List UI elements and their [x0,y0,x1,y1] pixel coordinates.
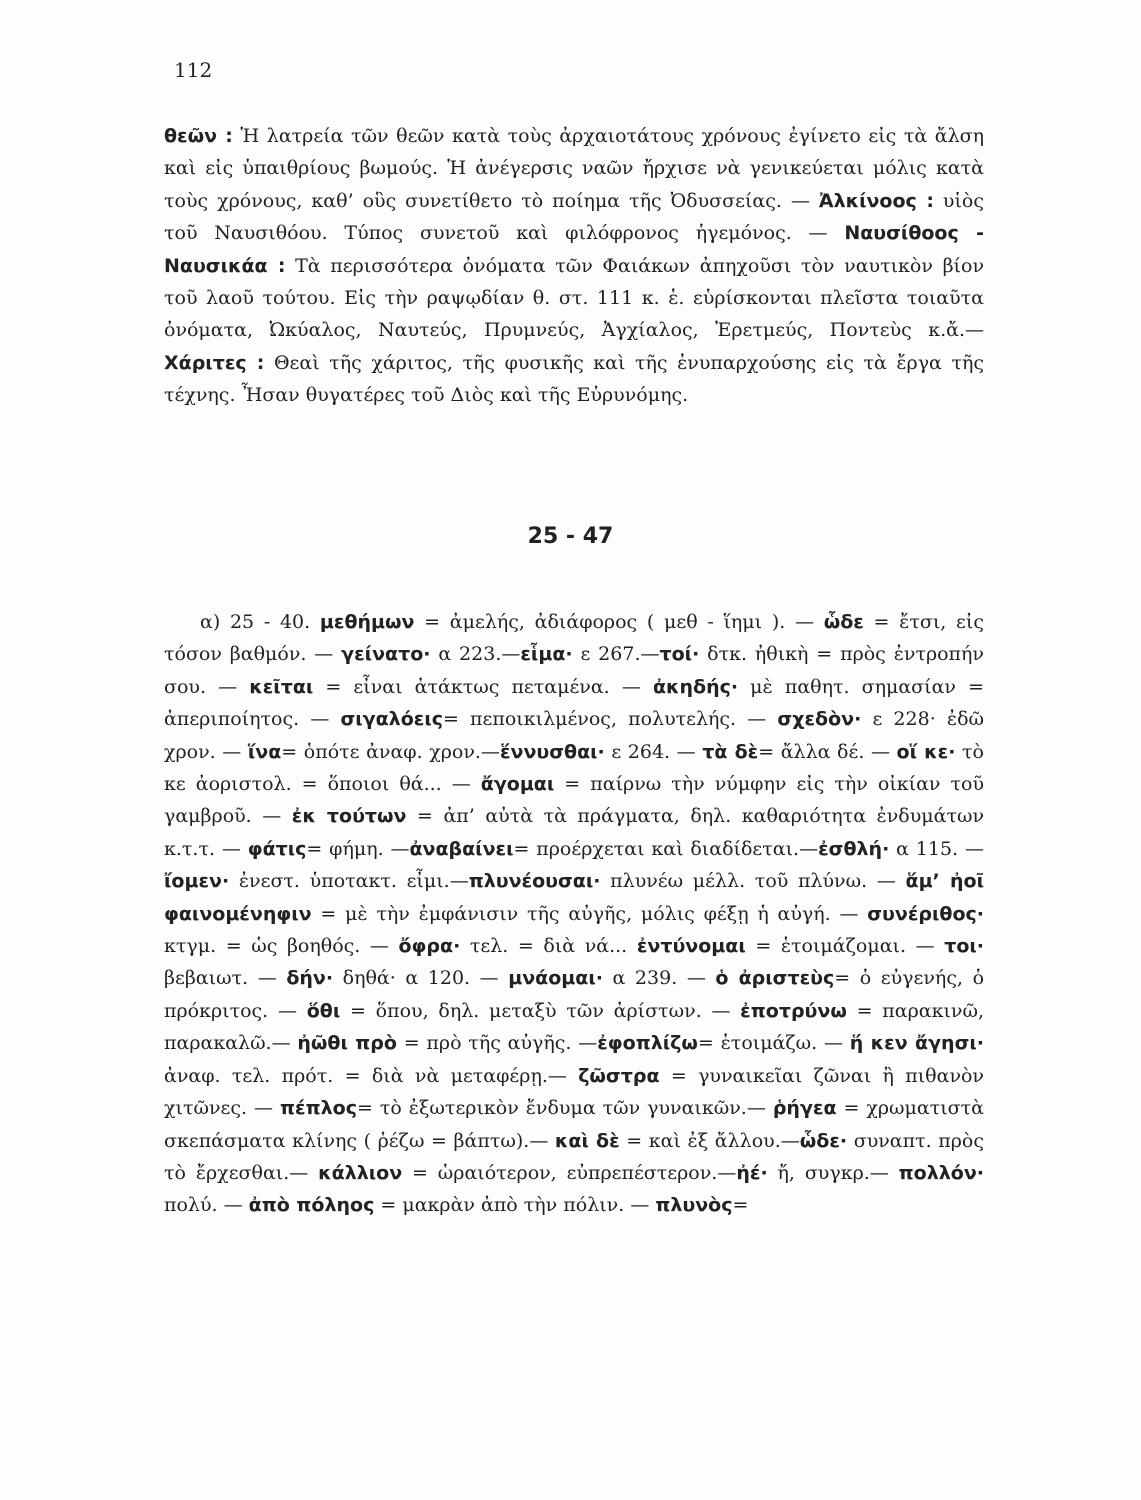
lemma-term: καὶ δὲ [554,1129,620,1152]
gloss-text: μὲ παθητ. σημασίαν = ἀπεριποίητος. — [164,675,984,731]
lemma-term: Ναυσίθοος - Ναυσικάα : [164,222,984,277]
lemma-term: σχεδὸν· [777,708,862,731]
lemma-term: δήν· [286,967,334,990]
gloss-text: ἤ, συγκρ.— [767,1161,899,1184]
lemma-term: πλυνὸς [655,1194,733,1217]
lemma-term: κεῖται [249,675,314,698]
gloss-text: ἀναφ. τελ. πρότ. = διὰ νὰ μεταφέρῃ.— [164,1064,579,1087]
lemma-term: οἵ κε· [896,740,956,763]
gloss-text: Τὰ περισσότερα ὀνόματα τῶν Φαιάκων ἀπηχοῦσι τὸν ναυτικὸν βίον τοῦ λαοῦ τούτου. Εἰς τὴν ραψῳδίαν θ. στ. 111 κ. ἑ. εὑρίσκονται πλεῖστα τοιαῦτα ὀνόματα, Ὠκύαλος, Ναυτεύς, Πρυμνεύς, Ἀγχίαλος, Ἐρετμεύς, Ποντεὺς κ.ἄ.— [164,254,984,342]
gloss-text: βεβαιωτ. — [164,967,287,990]
lemma-term: ἠέ· [736,1161,768,1184]
gloss-text: = φήμη. — [306,837,410,860]
gloss-text: α 239. — [602,967,716,990]
lemma-term: ὅθι [306,999,341,1022]
gloss-text: = τὸ ἐξωτερικὸν ἔνδυμα τῶν γυναικῶν.— [356,1097,773,1120]
gloss-text: = μὲ τὴν ἐμφάνισιν τῆς αὐγῆς, μόλις φέξῃ ἡ αὐγή. — [311,902,868,925]
lemma-term: ἀκηδής· [652,675,739,698]
lemma-term: ἵνα [247,740,282,763]
gloss-text: = ἀμελής, ἀδιάφορος ( μεθ - ἵημι ). — [414,611,824,633]
gloss-text: ἐνεστ. ὑποτακτ. εἶμι.— [229,870,469,893]
gloss-text: = ἑτοιμάζομαι. — [745,935,945,958]
gloss-text: = μακρὰν ἀπὸ τὴν πόλιν. — [374,1194,656,1217]
page-number: 112 [174,58,213,82]
lemma-term: ἐποτρύνω [740,999,847,1022]
gloss-text: = γυναικεῖαι ζῶναι ἢ πιθανὸν χιτῶνες. — [164,1064,984,1120]
lemma-term: Χάριτες : [164,351,265,374]
gloss-text: συναπτ. πρὸς τὸ ἔρχεσθαι.— [164,1129,985,1184]
lemma-term: πλυνέουσαι· [468,870,601,893]
gloss-text: = ὡραιότερον, εὐπρεπέστερον.— [402,1161,737,1184]
lemma-term: τοι· [944,935,984,958]
gloss-text: τὸ κε ἀοριστολ. = ὅποιοι θά... — [164,740,984,796]
gloss-text: = προέρχεται καὶ διαδίδεται.— [513,837,819,860]
lemma-term: ἐφοπλίζω [597,1032,698,1055]
gloss-text: = ἔτσι, εἰς τόσον βαθμόν. — [164,611,984,666]
gloss-text: δηθά· α 120. — [333,967,509,990]
lemma-term: ἄγομαι [480,773,555,796]
gloss-text: = εἶναι ἀτάκτως πεταμένα. — [313,675,653,698]
lemma-term: ἀναβαίνει [409,837,514,860]
gloss-text: = πεποικιλμένος, πολυτελής. — [442,708,778,731]
gloss-text: Θεαὶ τῆς χάριτος, τῆς φυσικῆς καὶ τῆς ἐνυπαρχούσης εἰς τὰ ἔργα τῆς τέχνης. Ἦσαν θυγατέρες τοῦ Διὸς καὶ τῆς Εὐρυνόμης. [164,351,984,407]
lemma-term: εἷμα· [520,643,573,666]
gloss-text: = ἀπ’ αὐτὰ τὰ πράγματα, δηλ. καθαριότητα ἐνδυμάτων κ.τ.τ. — [164,805,985,860]
gloss-text: α 223.— [430,643,521,666]
gloss-text: = ἄλλα δέ. — [758,740,897,763]
gloss-text: = ὁπότε ἀναφ. χρον.— [281,740,500,763]
section-heading: 25 - 47 [527,524,614,549]
gloss-text: = ὅπου, δηλ. μεταξὺ τῶν ἀρίστων. — [340,999,741,1022]
gloss-text: = [732,1194,749,1217]
lemma-term: θεῶν : [164,125,233,147]
lemma-term: πέπλος [279,1097,357,1120]
commentary-paragraph [164,606,984,1222]
lemma-term: ὁ ἀριστεὺς [715,967,835,990]
lemma-term: συνέριθος· [867,902,984,925]
lemma-term: μεθήμων [319,611,415,633]
lemma-term: γείνατο· [341,643,431,666]
gloss-text: = παίρνω τὴν νύμφην εἰς τὴν οἰκίαν τοῦ γαμβροῦ. — [164,773,984,828]
lemma-term: τὰ δὲ [702,740,759,763]
gloss-text: α) 25 - 40. [200,611,320,633]
gloss-text: δτκ. ἠθικὴ = πρὸς ἐντροπήν σου. — [164,643,984,698]
lemma-term: ὧδε· [799,1129,848,1152]
lemma-term: ἕννυσθαι· [499,740,605,763]
lemma-term: κάλλιον [318,1161,403,1184]
lemma-term: ἠῶθι πρὸ [297,1032,397,1055]
gloss-text: = πρὸ τῆς αὐγῆς. — [396,1032,598,1055]
gloss-text: πολύ. — [164,1194,249,1217]
gloss-text: = ἑτοιμάζω. — [697,1032,850,1055]
lemma-term: μνάομαι· [508,967,603,990]
gloss-text: πλυνέω μέλλ. τοῦ πλύνω. — [600,870,906,893]
gloss-text: ε 267.— [572,643,660,666]
lemma-term: τοί· [659,643,700,666]
gloss-text: = χρωματιστὰ σκεπάσματα κλίνης ( ῥέζω = βάπτω).— [164,1097,984,1152]
lemma-term: ἐσθλή· [818,837,890,860]
gloss-text: τελ. = διὰ νά... [460,935,637,958]
lemma-term: Ἀλκίνοος : [818,189,934,212]
lemma-term: ἅμ’ ἠοῖ φαινομένηφιν [164,870,985,925]
gloss-text: υἱὸς τοῦ Ναυσιθόου. Τύπος συνετοῦ καὶ φιλόφρονος ἡγεμόνος. — [164,189,985,245]
gloss-text: = καὶ ἐξ ἄλλου.— [619,1129,800,1152]
gloss-text: κτγμ. = ὡς βοηθός. — [164,935,399,958]
lemma-term: ἀπὸ πόληος [248,1194,375,1217]
lemma-term: ἐντύνομαι [636,935,746,958]
lemma-term: ὄφρα· [398,935,461,958]
lemma-term: φάτις [247,837,307,860]
gloss-text: ε 264. — [604,740,703,763]
lemma-term: ἥ κεν ἄγησι· [849,1032,984,1055]
gloss-text: α 115. — [889,837,984,860]
lemma-term: ἴομεν· [164,870,230,893]
lemma-term: ῥήγεα [772,1097,837,1120]
gloss-text: ε 228· ἐδῶ χρον. — [164,708,984,763]
lemma-term: ἐκ τούτων [291,805,407,828]
gloss-text: Ἡ λατρεία τῶν θεῶν κατὰ τοὺς ἀρχαιοτάτους χρόνους ἐγίνετο εἰς τὰ ἄλση καὶ εἰς ὑπαιθρίους βωμούς. Ἡ ἀνέγερσις ναῶν ἤρχισε νὰ γενικεύεται μόλις κατὰ τοὺς χρόνους, καθ’ οὓς συνετίθετο τὸ ποίημα τῆς Ὀδυσσείας. — [164,125,984,212]
lemma-term: πολλόν· [898,1161,984,1184]
lemma-term: ζῶστρα [578,1064,660,1087]
gloss-text: = ὁ εὐγενής, ὁ πρόκριτος. — [164,967,985,1022]
lemma-term: σιγαλόεις [340,708,443,731]
intro-paragraph [164,120,984,412]
gloss-text: = παρακινῶ, παρακαλῶ.— [164,999,984,1055]
lemma-term: ὧδε [823,611,864,633]
